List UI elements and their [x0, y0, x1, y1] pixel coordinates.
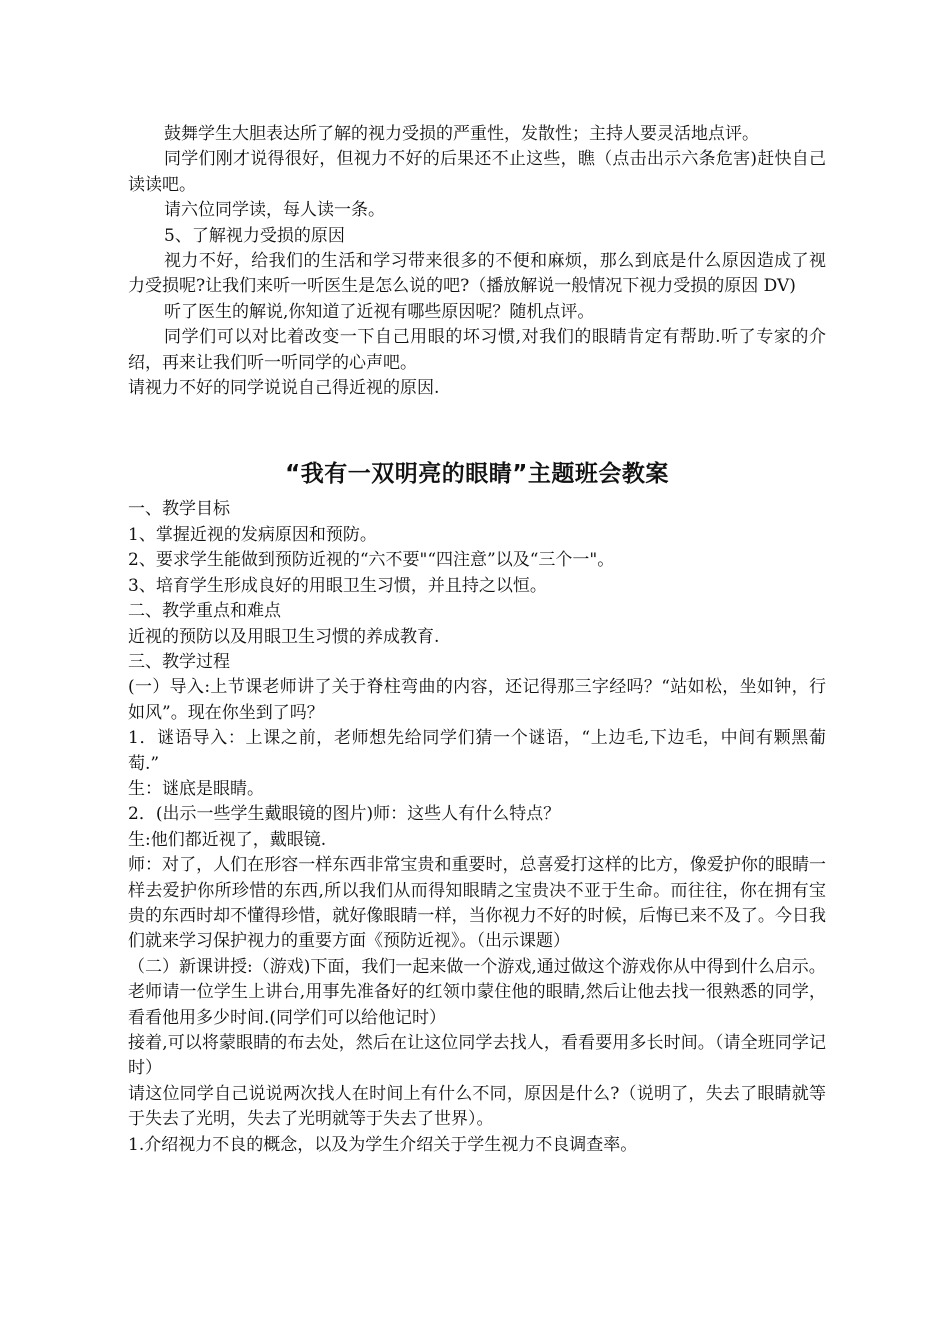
list-item: 2、要求学生能做到预防近视的“六不要"“四注意”以及“三个一"。: [128, 550, 615, 571]
section-heading: 二、教学重点和难点: [128, 601, 281, 622]
paragraph: (一）导入:上节课老师讲了关于脊柱弯曲的内容，还记得那三字经吗？“站如松，坐如钟，行如风”。现在你坐到了吗？: [128, 677, 826, 723]
paragraph: 接着,可以将蒙眼睛的布去处，然后在让这位同学去找人，看看要用多长时间。（请全班同学记时）: [128, 1033, 826, 1079]
paragraph: 听了医生的解说,你知道了近视有哪些原因呢？随机点评。: [164, 301, 595, 322]
paragraph: 近视的预防以及用眼卫生习惯的养成教育.: [128, 626, 440, 647]
paragraph: 鼓舞学生大胆表达所了解的视力受损的严重性，发散性；主持人要灵活地点评。: [164, 124, 759, 144]
paragraph: （二）新课讲授:（游戏)下面，我们一起来做一个游戏,通过做这个游戏你从中得到什么启示。: [128, 956, 826, 977]
paragraph: 1.介绍视力不良的概念，以及为学生介绍关于学生视力不良调查率。: [128, 1134, 638, 1155]
list-item: 1、掌握近视的发病原因和预防。: [128, 524, 377, 545]
document-title: “我有一双明亮的眼睛”主题班会教案: [285, 461, 669, 488]
section-heading: 一、教学目标: [128, 499, 230, 520]
paragraph: 视力不好，给我们的生活和学习带来很多的不便和麻烦，那么到底是什么原因造成了视力受损呢?让我们来听一听医生是怎么说的吧?（播放解说一般情况下视力受损的原因 DV): [128, 251, 826, 297]
paragraph: 请六位同学读，每人读一条。: [164, 200, 385, 221]
paragraph: 生:他们都近视了，戴眼镜.: [128, 829, 327, 850]
paragraph: 生：谜底是眼睛。: [128, 778, 264, 799]
paragraph: 2．(出示一些学生戴眼镜的图片)师：这些人有什么特点？: [128, 804, 561, 825]
paragraph: 请这位同学自己说说两次找人在时间上有什么不同，原因是什么?（说明了，失去了眼睛就等于失去了光明，失去了光明就等于失去了世界）。: [128, 1083, 826, 1130]
paragraph: 老师请一位学生上讲台,用事先准备好的红领巾蒙住他的眼睛,然后让他去找一很熟悉的同学，看看他用多少时间.(同学们可以给他记时）: [128, 982, 826, 1028]
paragraph: 同学们刚才说得很好，但视力不好的后果还不止这些，瞧（点击出示六条危害)赶快自己读读吧。: [128, 149, 826, 195]
paragraph: 1．谜语导入：上课之前，老师想先给同学们猜一个谜语，“上边毛,下边毛，中间有颗黑葡萄.”: [128, 728, 826, 774]
section-heading: 三、教学过程: [128, 651, 230, 672]
paragraph: 师：对了，人们在形容一样东西非常宝贵和重要时，总喜爱打这样的比方，像爱护你的眼睛一样去爱护你所珍惜的东西,所以我们从而得知眼睛之宝贵决不亚于生命。而往往，你在拥有宝贵的东西时却不懂得珍惜，就好像眼睛一样，当你视力不好的时候，后悔已来不及了。今日我们就来学习保护视力的重要方面《预防近视》。（出示课题）: [128, 855, 826, 952]
section-heading: 5、了解视力受损的原因: [164, 225, 345, 246]
paragraph: 同学们可以对比着改变一下自己用眼的坏习惯,对我们的眼睛肯定有帮助.听了专家的介绍，再来让我们听一听同学的心声吧。: [128, 327, 826, 373]
document-body: [128, 122, 826, 1158]
paragraph: 请视力不好的同学说说自己得近视的原因.: [128, 378, 440, 399]
list-item: 3、培育学生形成良好的用眼卫生习惯，并且持之以恒。: [128, 575, 547, 596]
